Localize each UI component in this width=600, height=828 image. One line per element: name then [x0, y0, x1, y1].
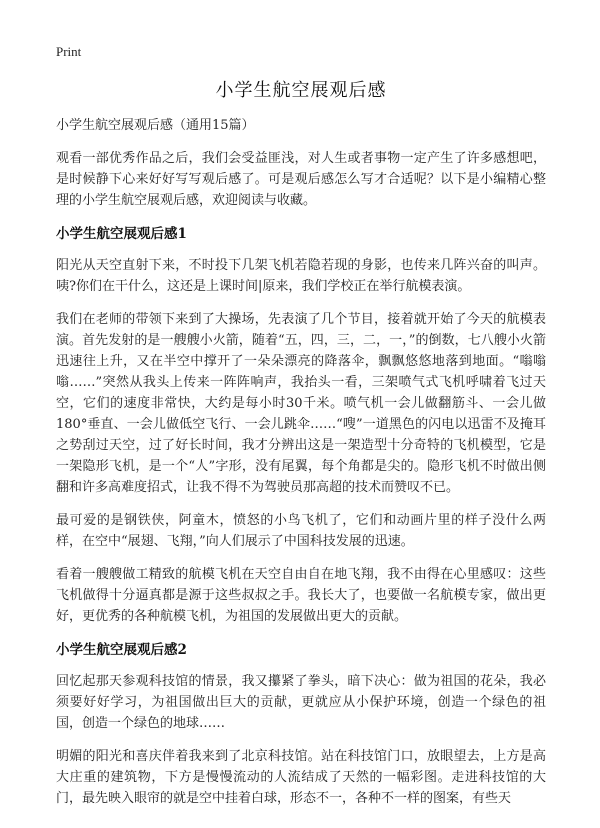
section-heading: 小学生航空展观后感2	[56, 642, 187, 658]
print-link[interactable]: Print	[56, 44, 82, 59]
section-2	[56, 639, 546, 809]
paragraph: 最可爱的是钢铁侠，阿童木，愤怒的小鸟飞机了，它们和动画片里的样子没什么两样，在空中“展翅、飞翔，”向人们展示了中国科技发展的迅速。	[56, 513, 546, 549]
section-heading: 小学生航空展观后感1	[56, 226, 187, 242]
page-title: 小学生航空展观后感	[215, 80, 387, 101]
intro-paragraph: 观看一部优秀作品之后，我们会受益匪浅，对人生或者事物一定产生了许多感想吧，是时候静下心来好好写写观后感了。可是观后感怎么写才合适呢？以下是小编精心整理的小学生航空展观后感，欢迎阅读与收藏。	[56, 151, 546, 208]
section-1	[56, 223, 546, 627]
paragraph: 看着一艘艘做工精致的航模飞机在天空自由自在地飞翔，我不由得在心里感叹：这些飞机做得十分逼真都是源于这些叔叔之手。我长大了，也要做一名航模专家，做出更好，更优秀的各种航模飞机，为祖国的发展做出更大的贡献。	[56, 567, 546, 624]
document-subtitle: 小学生航空展观后感（通用15篇）	[56, 118, 255, 133]
paragraph: 阳光从天空直射下来，不时投下几架飞机若隐若现的身影，也传来几阵兴奋的叫声。咦?你们在干什么，这还是上课时间|原来，我们学校正在举行航模表演。	[56, 258, 546, 294]
paragraph: 我们在老师的带领下来到了大操场，先表演了几个节目，接着就开始了今天的航模表演。首先发射的是一艘艘小火箭，随着“五，四，三，二，一，”的倒数，七八艘小火箭迅速往上升，又在半空中撑开了一朵朵漂亮的降落伞，飘飘悠悠地落到地面。“嗡嗡嗡……”突然从我头上传来一阵阵响声，我抬头一看，三架喷气式飞机呼啸着飞过天空，它们的速度非常快，大约是每小时30千米。喷气机一会儿做翻筋斗、一会儿做180°垂直、一会儿做低空飞行、一会儿跳伞……“嗖”一道黑色的闪电以迅雷不及掩耳之势刮过天空，过了好长时间，我才分辨出这是一架造型十分奇特的飞机模型，它是一架隐形飞机，是一个“人”字形，没有尾翼，每个角都是尖的。隐形飞机不时做出侧翻和许多高难度招式，让我不得不为驾驶员那高超的技术而赞叹不已。	[56, 312, 546, 495]
paragraph: 明媚的阳光和喜庆伴着我来到了北京科技馆。站在科技馆门口，放眼望去，上方是高大庄重的建筑物，下方是慢慢流动的人流结成了天然的一幅彩图。走进科技馆的大门，最先映入眼帘的就是空中挂着白球，形态不一，各种不一样的图案，有些天	[56, 749, 546, 806]
paragraph: 回忆起那天参观科技馆的情景，我又攥紧了拳头，暗下决心：做为祖国的花朵，我必须要好好学习，为祖国做出巨大的贡献，更就应从小保护环境，创造一个绿色的祖国，创造一个绿色的地球……	[56, 674, 546, 731]
document-page	[56, 78, 546, 821]
